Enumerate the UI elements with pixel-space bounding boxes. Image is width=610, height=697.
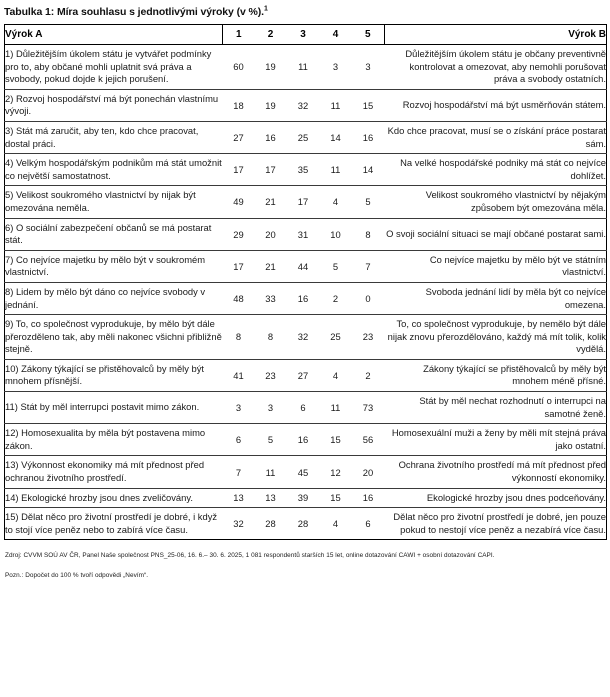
statement-b-text: Rozvoj hospodářství má být usměrňován státem.	[385, 89, 607, 121]
statement-b-text: Velikost soukromého vlastnictví by nějakým způsobem být omezována měla.	[385, 186, 607, 218]
value-scale-4: 4	[320, 359, 352, 391]
value-scale-5: 20	[352, 456, 385, 488]
table-row	[5, 45, 607, 90]
column-header-scale-5: 5	[352, 25, 385, 45]
value-scale-2: 20	[255, 218, 287, 250]
value-scale-3: 44	[287, 250, 320, 282]
value-scale-5: 16	[352, 488, 385, 508]
value-scale-2: 19	[255, 89, 287, 121]
statement-b-text: Co nejvíce majetku by mělo být ve státním vlastnictví.	[385, 250, 607, 282]
statement-b-text: Stát by měl nechat rozhodnutí o interrupci na samotné ženě.	[385, 392, 607, 424]
value-scale-2: 33	[255, 282, 287, 314]
statement-b-text: Zákony týkající se přistěhovalců by měly být mnohem méně přísné.	[385, 359, 607, 391]
value-scale-3: 27	[287, 359, 320, 391]
table-row	[5, 424, 607, 456]
statement-a-text: 6) O sociální zabezpečení občanů se má postarat stát.	[5, 218, 223, 250]
statement-b-text: Na velké hospodářské podniky má stát co nejvíce dohlížet.	[385, 154, 607, 186]
value-scale-3: 35	[287, 154, 320, 186]
table-caption-text: Tabulka 1: Míra souhlasu s jednotlivými výroky (v %).	[4, 6, 264, 18]
value-scale-4: 11	[320, 392, 352, 424]
value-scale-5: 7	[352, 250, 385, 282]
value-scale-4: 2	[320, 282, 352, 314]
value-scale-1: 8	[223, 315, 255, 360]
value-scale-2: 19	[265, 61, 276, 73]
value-scale-4: 15	[320, 424, 352, 456]
value-scale-3: 25	[287, 121, 320, 153]
statement-a-text: 4) Velkým hospodářským podnikům má stát umožnit co největší samostatnost.	[5, 154, 223, 186]
statement-b-text: Ochrana životního prostředí má mít přednost před výkonností ekonomiky.	[385, 456, 607, 488]
value-scale-5: 14	[352, 154, 385, 186]
value-scale-4: 4	[320, 508, 352, 540]
value-scale-4: 11	[320, 154, 352, 186]
statement-b-text: Kdo chce pracovat, musí se o získání práce postarat sám.	[385, 121, 607, 153]
statement-a-text: 1) Důležitějším úkolem státu je vytvářet podmínky pro to, aby občané mohli uplatnit svá práva a svobody, pokud dojde k jejich porušení.	[5, 48, 212, 85]
statement-a-text: 15) Dělat něco pro životní prostředí je dobré, i když to stojí více peněz nebo to zabírá více času.	[5, 508, 223, 540]
value-scale-2: 16	[255, 121, 287, 153]
value-scale-2: 28	[255, 508, 287, 540]
value-scale-5: 5	[352, 186, 385, 218]
table-caption-footnote-marker: 1	[264, 5, 268, 13]
table-row	[5, 359, 607, 391]
value-scale-4: 3	[332, 61, 339, 73]
table-row	[5, 186, 607, 218]
value-scale-1: 3	[223, 392, 255, 424]
statement-b-text: To, co společnost vyprodukuje, by nemělo být dále nijak znovu přerozdělováno, každý má mít tolik, kolik vydělá.	[385, 315, 607, 360]
statement-a-text: 12) Homosexualita by měla být postavena mimo zákon.	[5, 424, 223, 456]
value-scale-5: 16	[352, 121, 385, 153]
value-scale-3: 28	[287, 508, 320, 540]
value-scale-2: 11	[255, 456, 287, 488]
value-scale-1: 6	[223, 424, 255, 456]
statement-b-text: O svoji sociální situaci se mají občané postarat sami.	[385, 218, 607, 250]
explanatory-note: Pozn.: Dopočet do 100 % tvoří odpovědi „Nevím“.	[5, 572, 149, 580]
value-scale-1: 29	[223, 218, 255, 250]
value-scale-1: 27	[223, 121, 255, 153]
value-scale-5: 2	[352, 359, 385, 391]
value-scale-3: 6	[287, 392, 320, 424]
value-scale-5: 15	[352, 89, 385, 121]
column-header-statement-b: Výrok B	[385, 25, 607, 45]
table-body	[5, 45, 607, 540]
value-scale-3: 16	[287, 282, 320, 314]
statement-a-text: 5) Velikost soukromého vlastnictví by nijak být omezována neměla.	[5, 186, 223, 218]
table-row	[5, 121, 607, 153]
statement-a-text: 2) Rozvoj hospodářství má být ponechán vlastnímu vývoji.	[5, 89, 223, 121]
table-row	[5, 282, 607, 314]
value-scale-2: 17	[255, 154, 287, 186]
column-header-statement-a: Výrok A	[5, 25, 223, 45]
value-scale-3: 45	[287, 456, 320, 488]
table-row	[5, 488, 607, 508]
statement-b-text: Dělat něco pro životní prostředí je dobré, jen pouze pokud to nestojí více peněz a nezabírá více času.	[385, 508, 607, 540]
value-scale-1: 41	[223, 359, 255, 391]
statement-b-text: Homosexuální muži a ženy by měli mít stejná práva jako ostatní.	[385, 424, 607, 456]
table-row	[5, 392, 607, 424]
table-row	[5, 456, 607, 488]
column-header-scale-1: 1	[223, 25, 255, 45]
value-scale-4: 14	[320, 121, 352, 153]
value-scale-4: 12	[320, 456, 352, 488]
agreement-table	[4, 24, 607, 540]
value-scale-5: 8	[352, 218, 385, 250]
table-header-row	[5, 25, 607, 45]
value-scale-5: 6	[352, 508, 385, 540]
value-scale-1: 17	[223, 250, 255, 282]
value-scale-1: 13	[223, 488, 255, 508]
table-row	[5, 89, 607, 121]
value-scale-3: 16	[287, 424, 320, 456]
statement-a-text: 10) Zákony týkající se přistěhovalců by měly být mnohem přísnější.	[5, 359, 223, 391]
value-scale-2: 13	[255, 488, 287, 508]
value-scale-4: 10	[320, 218, 352, 250]
value-scale-3: 32	[287, 89, 320, 121]
table-row	[5, 508, 607, 540]
value-scale-1: 7	[223, 456, 255, 488]
statement-b-text: Svoboda jednání lidí by měla být co nejvíce omezena.	[385, 282, 607, 314]
value-scale-5: 56	[352, 424, 385, 456]
column-header-scale-4: 4	[320, 25, 352, 45]
statement-a-text: 13) Výkonnost ekonomiky má mít přednost před ochranou životního prostředí.	[5, 456, 223, 488]
value-scale-5: 0	[352, 282, 385, 314]
table-row	[5, 315, 607, 360]
value-scale-1: 60	[233, 61, 244, 73]
value-scale-1: 17	[223, 154, 255, 186]
value-scale-1: 32	[223, 508, 255, 540]
statement-a-text: 3) Stát má zaručit, aby ten, kdo chce pracovat, dostal práci.	[5, 121, 223, 153]
statement-a-text: 7) Co nejvíce majetku by mělo být v soukromém vlastnictví.	[5, 250, 223, 282]
value-scale-4: 15	[320, 488, 352, 508]
value-scale-2: 21	[255, 186, 287, 218]
column-header-scale-2: 2	[255, 25, 287, 45]
source-note: Zdroj: CVVM SOÚ AV ČR, Panel Naše společnost PNS_25-06, 16. 6.– 30. 6. 2025, 1 081 respondentů starších 15 let, online dotazování CAWI + osobní dotazování CAPI.	[5, 552, 495, 560]
statement-b-text: Ekologické hrozby jsou dnes podceňovány.	[385, 488, 607, 508]
value-scale-3: 11	[298, 61, 308, 73]
table-caption	[0, 0, 610, 19]
table-row	[5, 218, 607, 250]
value-scale-4: 4	[320, 186, 352, 218]
value-scale-4: 5	[320, 250, 352, 282]
value-scale-1: 18	[223, 89, 255, 121]
statement-b-text: Důležitějším úkolem státu je občany preventivně kontrolovat a omezovat, aby nemohli porušovat práva a svobody ostatních.	[405, 48, 606, 85]
value-scale-2: 5	[255, 424, 287, 456]
value-scale-5: 23	[352, 315, 385, 360]
table-row	[5, 154, 607, 186]
value-scale-2: 23	[255, 359, 287, 391]
statement-a-text: 8) Lidem by mělo být dáno co nejvíce svobody v jednání.	[5, 282, 223, 314]
value-scale-1: 49	[223, 186, 255, 218]
value-scale-4: 25	[320, 315, 352, 360]
value-scale-3: 31	[287, 218, 320, 250]
value-scale-5: 73	[352, 392, 385, 424]
statement-a-text: 11) Stát by měl interrupci postavit mimo zákon.	[5, 392, 223, 424]
value-scale-4: 11	[320, 89, 352, 121]
value-scale-3: 32	[287, 315, 320, 360]
statement-a-text: 9) To, co společnost vyprodukuje, by mělo být dále přerozděleno tak, aby měli nakonec všichni přibližně stejně.	[5, 315, 223, 360]
value-scale-2: 21	[255, 250, 287, 282]
value-scale-3: 17	[287, 186, 320, 218]
table-row	[5, 250, 607, 282]
value-scale-1: 48	[223, 282, 255, 314]
value-scale-5: 3	[365, 61, 371, 73]
value-scale-2: 8	[255, 315, 287, 360]
value-scale-3: 39	[287, 488, 320, 508]
statement-a-text: 14) Ekologické hrozby jsou dnes zveličovány.	[5, 488, 223, 508]
value-scale-2: 3	[255, 392, 287, 424]
column-header-scale-3: 3	[287, 25, 320, 45]
